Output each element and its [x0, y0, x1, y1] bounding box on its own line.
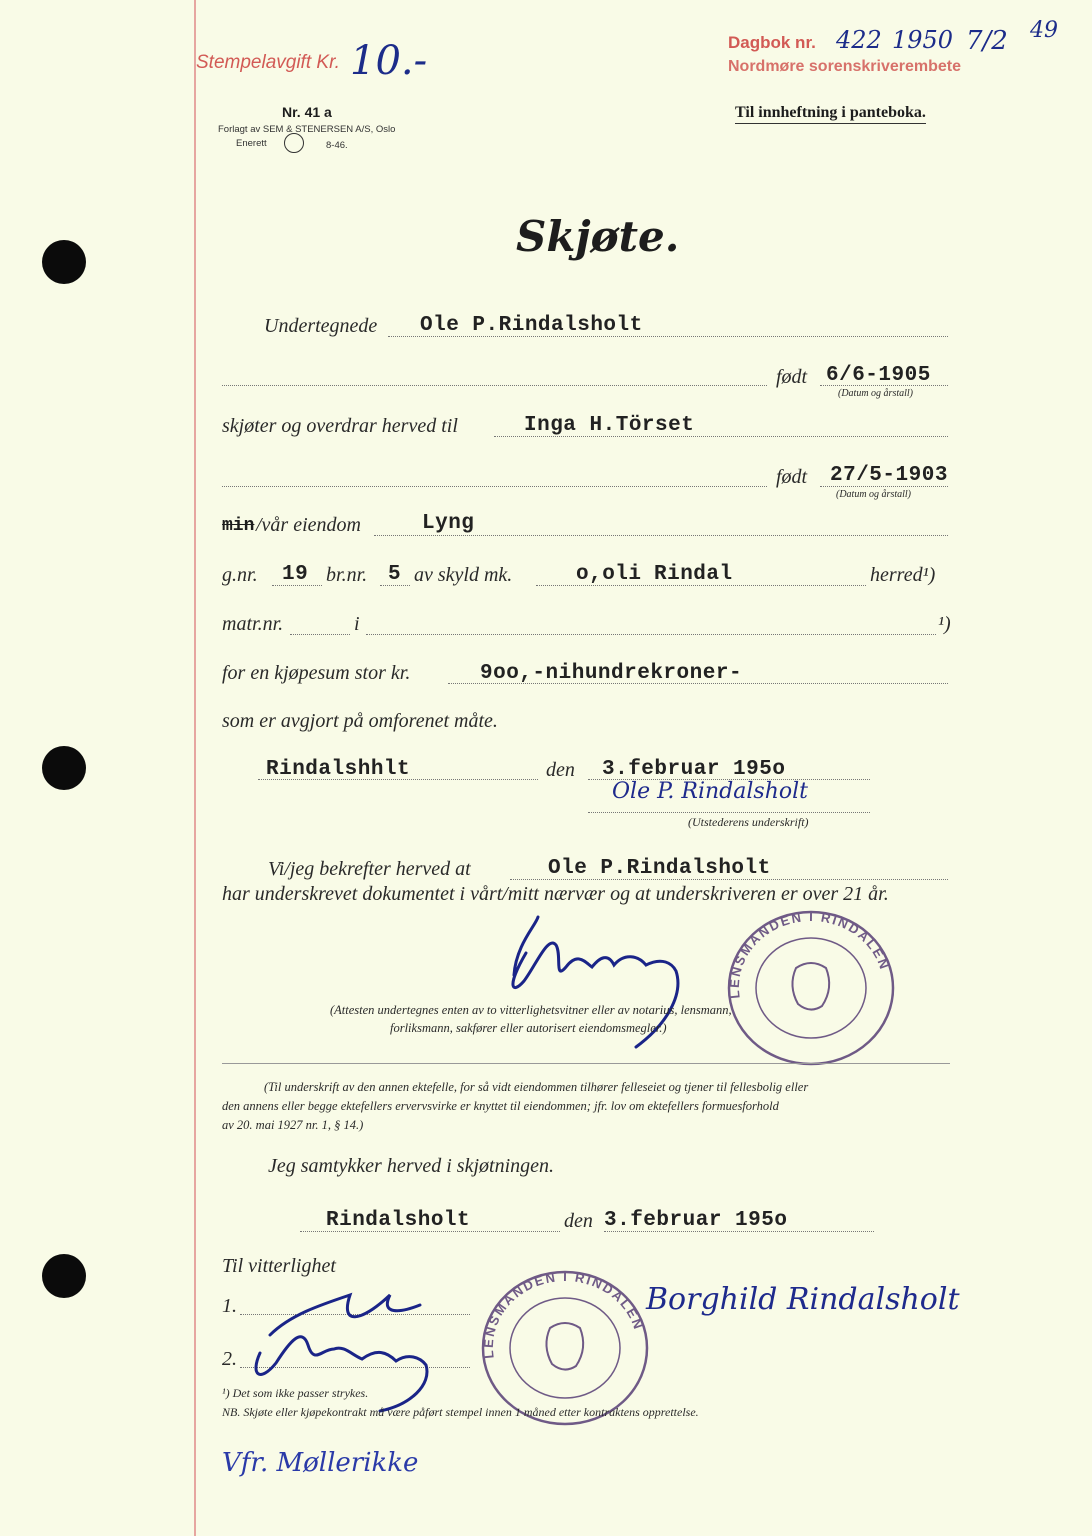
issuer-signature-label: (Utstederens underskrift) [688, 815, 809, 829]
signing-place: Rindalshhlt [266, 758, 411, 781]
consent-date: 3.februar 195o [604, 1209, 788, 1232]
brnr-label: br.nr. [326, 564, 368, 586]
skyld-value: o,oli [576, 563, 642, 586]
spouse-note-line1: (Til underskrift av den annen ektefelle, for så vidt eiendommen tilhører felleseiet og tjener til fellesbolig eller [264, 1080, 809, 1094]
publisher-logo-icon [284, 133, 304, 153]
attest-note-line1: (Attesten undertegnes enten av to vitterlighetsvitner eller av notarius, lensmann, [330, 1003, 732, 1017]
price-value: 9oo,-nihundrekroner- [480, 662, 743, 685]
seller-birth-date: 6/6-1905 [826, 364, 931, 387]
dotted-line [222, 486, 767, 487]
journal-line1: Dagbok nr. [728, 33, 816, 52]
dotted-line [290, 634, 350, 635]
undersigned-label: Undertegnede [264, 315, 378, 337]
date-hint: (Datum og årstall) [838, 388, 913, 399]
journal-date: 7/2 [966, 26, 1008, 56]
gnr-value: 19 [282, 563, 309, 586]
stamp-duty-value: 10.- [350, 38, 428, 84]
attest-line1: Vi/jeg bekrefter herved at [268, 858, 471, 880]
property-label-struck: min [222, 516, 255, 536]
stamp-duty-label: Stempelavgift Kr. [196, 52, 340, 73]
seal-text: LENSMANDEN I RINDALEN [480, 1269, 647, 1360]
property-name: Lyng [422, 512, 475, 535]
publisher-line3: 8-46. [326, 140, 348, 151]
witness-heading: Til vitterlighet [222, 1255, 336, 1277]
born-label: født [776, 366, 808, 388]
lensmann-seal-icon [726, 908, 896, 1068]
spouse-note-line3: av 20. mai 1927 nr. 1, § 14.) [222, 1118, 364, 1132]
svg-text:LENSMANDEN I RINDALEN [481, 1269, 647, 1359]
herred-label: herred¹) [870, 564, 936, 586]
attested-name: Ole P.Rindalsholt [548, 857, 771, 880]
brnr-value: 5 [388, 563, 402, 586]
form-number: Nr. 41 a [282, 104, 332, 120]
buyer-name: Inga H.Törset [524, 414, 695, 437]
filing-note: Til innheftning i panteboka. [735, 104, 926, 124]
svg-text:LENSMANDEN I RINDALEN [727, 909, 893, 999]
paren-end: ¹) [938, 613, 951, 635]
punch-hole [42, 746, 86, 790]
journal-corner-number: 49 [1030, 18, 1058, 43]
date-hint: (Datum og årstall) [836, 489, 911, 500]
conveys-label: skjøter og overdrar herved til [222, 415, 458, 437]
skyld-label: av skyld mk. [414, 564, 513, 586]
lensmann-seal-icon [480, 1268, 650, 1428]
i-label: i [354, 613, 360, 635]
witness-item-2: 2. [222, 1348, 237, 1370]
spouse-signature: Borghild Rindalsholt [646, 1282, 960, 1317]
footnote: ¹) Det som ikke passer strykes. [222, 1386, 369, 1400]
journal-number: 422 [836, 26, 882, 54]
bottom-handwritten-note: Vfr. Møllerikke [222, 1448, 419, 1478]
gnr-label: g.nr. [222, 564, 258, 586]
attest-note-line2: forliksmann, sakfører eller autorisert eiendomsmegler.) [390, 1021, 667, 1035]
matr-label: matr.nr. [222, 613, 284, 635]
den-label: den [564, 1210, 593, 1232]
den-label: den [546, 759, 575, 781]
seal-text: LENSMANDEN I RINDALEN [726, 909, 893, 1000]
publisher-line2: Enerett [236, 138, 267, 149]
property-label: /vår eiendom [256, 514, 361, 536]
dotted-line [366, 634, 936, 635]
publisher-line1: Forlagt av SEM & STENERSEN A/S, Oslo [218, 124, 396, 135]
price-label: for en kjøpesum stor kr. [222, 662, 411, 684]
issuer-signature: Ole P. Rindalsholt [612, 779, 809, 804]
seller-name: Ole P.Rindalsholt [420, 314, 643, 337]
journal-line2: Nordmøre sorenskriverembete [728, 58, 961, 75]
document-title: Skjøte. [516, 212, 680, 261]
born-label: født [776, 466, 808, 488]
dotted-line [222, 385, 767, 386]
margin-line [194, 0, 196, 1536]
attest-line2: har underskrevet dokumentet i vårt/mitt nærvær og at underskriveren er over 21 år. [222, 883, 889, 905]
dotted-line [374, 535, 948, 536]
settled-text: som er avgjort på omforenet måte. [222, 710, 498, 732]
consent-text: Jeg samtykker herved i skjøtningen. [268, 1155, 555, 1177]
punch-hole [42, 1254, 86, 1298]
dotted-line [588, 812, 870, 813]
journal-year: 1950 [892, 26, 954, 54]
spouse-note-line2: den annens eller begge ektefellers ervervsvirke er knyttet til eiendommen; jfr. lov om ektefellers formuesforhold [222, 1099, 779, 1113]
nb-note: NB. Skjøte eller kjøpekontrakt må være påført stempel innen 1 måned etter kontraktens opprettelse. [222, 1405, 699, 1419]
municipality: Rindal [654, 563, 733, 586]
consent-place: Rindalsholt [326, 1209, 471, 1232]
punch-hole [42, 240, 86, 284]
buyer-birth-date: 27/5-1903 [830, 464, 948, 487]
witness-item-1: 1. [222, 1295, 237, 1317]
divider [222, 1063, 950, 1064]
signing-date: 3.februar 195o [602, 758, 786, 781]
